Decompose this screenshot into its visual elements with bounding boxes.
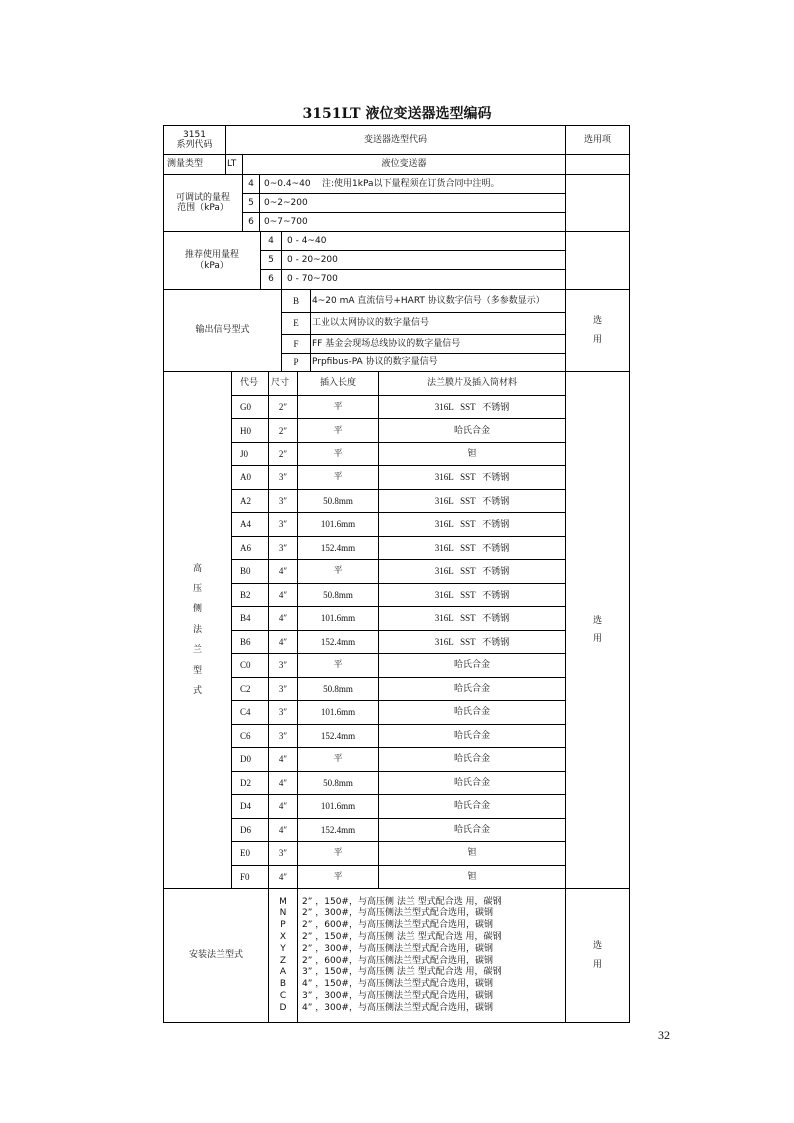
install-code: P [280,920,286,931]
flange-material: 钽 [378,442,565,465]
flange-size: 3″ [268,700,297,723]
output-signal-label: 输出信号型式 [164,289,281,371]
flange-length: 平 [297,442,378,465]
flange-material: 316L SST 不锈钢 [378,465,565,488]
flange-size: 4″ [268,865,297,888]
flange-size: 3″ [268,512,297,535]
flange-size: 2″ [268,442,297,465]
adjustable-range-label [164,174,242,231]
output-code: B [281,289,310,312]
flange-length: 101.6mm [297,606,378,629]
flange-size: 4″ [268,606,297,629]
recommended-range-label-line1: 推荐使用量程 [184,250,239,261]
flange-material: 316L SST 不锈钢 [378,489,565,512]
output-desc: Prpfibus-PA 协议的数字量信号 [310,353,565,371]
flange-code: A2 [231,489,268,512]
flange-length: 平 [297,865,378,888]
flange-column-header: 插入长度 [297,371,378,395]
option-text: 用 [592,634,602,644]
flange-code: C4 [231,700,268,723]
flange-material: 钽 [378,841,565,864]
flange-material: 哈氏合金 [378,747,565,770]
flange-length: 平 [297,465,378,488]
flange-code: C6 [231,724,268,747]
flange-length: 平 [297,841,378,864]
series-label: 系列代码 [176,140,213,150]
flange-code: F0 [231,865,268,888]
flange-size: 3″ [268,653,297,676]
flange-label-char: 式 [192,685,202,696]
output-code: P [281,353,310,371]
flange-code: B2 [231,583,268,606]
recommended-range-label [164,231,260,289]
flange-size: 4″ [268,771,297,794]
flange-code: E0 [231,841,268,864]
output-desc: FF 基金会现场总线协议的数字量信号 [310,334,565,353]
flange-material: 316L SST 不锈钢 [378,536,565,559]
install-desc: 4” ，300#，与高压侧法兰型式配合选用，碳钢 [302,1002,493,1013]
flange-length: 152.4mm [297,630,378,653]
output-signal-option [565,289,629,371]
install-code: N [279,908,287,919]
selection-code-table [163,125,630,1023]
recommended-range-label-line2: （kPa） [195,260,229,271]
flange-length: 50.8mm [297,771,378,794]
flange-size: 4″ [268,583,297,606]
flange-size: 3″ [268,841,297,864]
option-text: 用 [592,959,602,970]
install-desc: 4” ，150#，与高压侧法兰型式配合选用，碳钢 [302,979,493,990]
recommended-desc: 0 - 20~200 [281,250,565,269]
document-title: 3151LT 液位变送器选型编码 [302,106,492,122]
flange-material: 316L SST 不锈钢 [378,583,565,606]
page-number: 32 [658,1028,670,1042]
recommended-code: 6 [260,269,281,289]
install-flange-descs [297,888,565,1022]
flange-material: 哈氏合金 [378,418,565,441]
measure-type-option [565,154,629,174]
measure-type-desc: 液位变送器 [242,154,565,174]
flange-material: 316L SST 不锈钢 [378,512,565,535]
flange-column-header: 尺寸 [268,371,297,395]
recommended-range-option [565,231,629,289]
measure-type-label: 测量类型 [164,154,225,174]
flange-code: A4 [231,512,268,535]
output-desc: 4~20 mA 直流信号+HART 协议数字信号（多参数显示） [310,289,565,312]
install-desc: 2” ，300#，与高压侧法兰型式配合选用，碳钢 [302,908,493,919]
install-desc: 3” ，150#，与高压侧 法兰 型式配合选 用，碳钢 [302,967,502,978]
range-desc: 0~0.4~40 注:使用1kPa以下量程须在订货合同中注明。 [259,174,565,193]
adjustable-range-option [565,174,629,231]
flange-label-char: 兰 [192,645,202,656]
code-column-header: 变送器选型代码 [225,126,565,154]
install-desc: 2” ，300#，与高压侧法兰型式配合选用，碳钢 [302,943,493,954]
flange-column-header: 代号 [231,371,268,395]
install-desc: 2” ，150#，与高压侧 法兰 型式配合选 用，碳钢 [302,896,502,907]
range-code: 6 [242,212,259,231]
flange-material: 哈氏合金 [378,724,565,747]
install-desc: 3” ，300#，与高压侧法兰型式配合选用，碳钢 [302,990,493,1001]
flange-material: 316L SST 不锈钢 [378,395,565,418]
adjustable-range-label-line1: 可调试的量程 [175,192,230,203]
recommended-desc: 0 - 70~700 [281,269,565,289]
flange-label-char: 压 [192,584,202,595]
flange-label-char: 侧 [192,604,202,615]
flange-material: 哈氏合金 [378,818,565,841]
install-flange-option [565,888,629,1022]
output-code: F [281,334,310,353]
flange-size: 3″ [268,724,297,747]
measure-type-code: LT [225,154,242,174]
install-desc: 2” ，150#，与高压侧 法兰 型式配合选 用，碳钢 [302,931,502,942]
flange-material: 哈氏合金 [378,677,565,700]
flange-code: B0 [231,559,268,582]
flange-code: A0 [231,465,268,488]
flange-size: 4″ [268,630,297,653]
recommended-desc: 0 - 4~40 [281,231,565,250]
flange-size: 4″ [268,818,297,841]
install-code: Y [280,943,286,954]
range-desc: 0~2~200 [259,193,565,212]
flange-column-header: 法兰膜片及插入筒材料 [378,371,565,395]
flange-code: C2 [231,677,268,700]
flange-material: 哈氏合金 [378,771,565,794]
recommended-code: 4 [260,231,281,250]
install-code: D [279,1002,287,1013]
output-code: E [281,312,310,334]
flange-size: 3″ [268,536,297,559]
install-flange-codes [268,888,297,1022]
flange-material: 哈氏合金 [378,653,565,676]
flange-label-char: 高 [192,563,202,574]
flange-code: D4 [231,794,268,817]
option-column-header: 选用项 [565,126,629,154]
output-desc: 工业以太网协议的数字量信号 [310,312,565,334]
install-code: Z [279,955,287,966]
flange-length: 50.8mm [297,489,378,512]
flange-length: 101.6mm [297,512,378,535]
flange-code: B6 [231,630,268,653]
flange-code: B4 [231,606,268,629]
install-code: B [279,979,287,990]
flange-label-char: 法 [192,624,202,635]
flange-material: 316L SST 不锈钢 [378,630,565,653]
flange-length: 50.8mm [297,583,378,606]
flange-length: 101.6mm [297,794,378,817]
flange-length: 152.4mm [297,536,378,559]
flange-option [565,371,629,888]
range-desc: 0~7~700 [259,212,565,231]
install-code: M [279,896,287,907]
flange-code: J0 [231,442,268,465]
flange-size: 2″ [268,418,297,441]
flange-material: 哈氏合金 [378,700,565,723]
install-code: A [279,967,287,978]
flange-material: 哈氏合金 [378,794,565,817]
flange-code: G0 [231,395,268,418]
flange-material: 316L SST 不锈钢 [378,606,565,629]
flange-code: D0 [231,747,268,770]
install-code: X [279,931,287,942]
flange-length: 50.8mm [297,677,378,700]
install-code: C [279,990,287,1001]
flange-size: 3″ [268,677,297,700]
series-code-cell [164,126,225,154]
flange-code: H0 [231,418,268,441]
flange-size: 3″ [268,489,297,512]
flange-label-char: 型 [192,665,202,676]
flange-size: 4″ [268,794,297,817]
flange-length: 平 [297,418,378,441]
option-text: 用 [592,334,602,345]
install-desc: 2” ，600#，与高压侧法兰型式配合选用，碳钢 [302,955,493,966]
flange-length: 平 [297,747,378,770]
flange-length: 平 [297,559,378,582]
install-flange-label: 安装法兰型式 [164,888,268,1022]
range-code: 4 [242,174,259,193]
flange-material: 钽 [378,865,565,888]
flange-size: 4″ [268,559,297,582]
option-text: 选 [592,316,602,327]
flange-size: 2″ [268,395,297,418]
flange-length: 152.4mm [297,724,378,747]
flange-code: A6 [231,536,268,559]
recommended-code: 5 [260,250,281,269]
install-desc: 2” ，600#，与高压侧法兰型式配合选用，碳钢 [302,920,493,931]
flange-material: 316L SST 不锈钢 [378,559,565,582]
flange-length: 平 [297,395,378,418]
range-code: 5 [242,193,259,212]
flange-length: 152.4mm [297,818,378,841]
flange-size: 3″ [268,465,297,488]
flange-size: 4″ [268,747,297,770]
flange-code: C0 [231,653,268,676]
adjustable-range-label-line2: 范围（kPa） [177,203,229,213]
flange-length: 平 [297,653,378,676]
flange-code: D2 [231,771,268,794]
flange-length: 101.6mm [297,700,378,723]
flange-code: D6 [231,818,268,841]
option-text: 选 [592,615,602,626]
flange-label [164,371,231,888]
series-code: 3151 [183,129,206,140]
option-text: 选 [592,941,602,952]
